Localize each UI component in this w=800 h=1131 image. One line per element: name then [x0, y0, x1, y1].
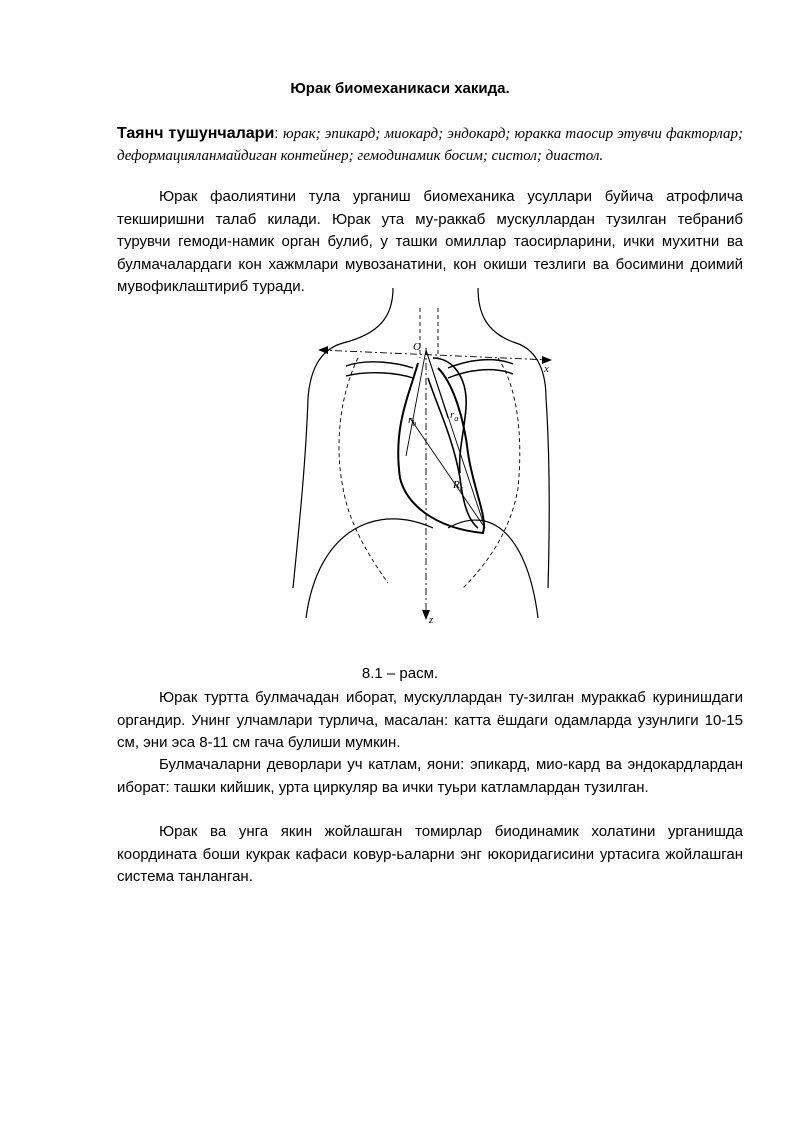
figure-caption: 8.1 – расм. — [361, 665, 439, 682]
diaphragm-right — [448, 520, 538, 618]
rc-letter: R — [453, 479, 460, 491]
heart-coordinate-figure — [288, 288, 553, 668]
rb-subscript: b — [412, 419, 417, 428]
key-concepts — [117, 123, 743, 167]
z-axis-label: z — [429, 614, 434, 626]
ra-subscript: a — [454, 414, 459, 423]
torso-right-outline — [546, 398, 549, 588]
left-clavicle-lower — [346, 373, 413, 378]
key-concepts-label: Таянч тушунчалари — [117, 125, 275, 142]
neck-right-outline — [478, 288, 546, 398]
neck-left-outline — [308, 288, 393, 398]
rb-letter: r — [408, 414, 413, 426]
ra-letter: r — [450, 409, 455, 421]
document-title: Юрак биомеханикаси хакида. — [290, 80, 510, 97]
paragraph-intro: Юрак фаолиятини тула урганиш биомеханика усуллари буйича атрофлича текширишни талаб килади. Юрак ута му-раккаб мускуллардан тузилган тебраниб турувчи гемоди-намик орган булиб, у ташки омиллар таосирларини, ички мухитни ва булмачалардаги кон хажмлари мувозанатини, кон окиши тезлиги ва босимини доимий мувофиклаштириб туради. — [117, 188, 743, 295]
paragraph-heart-structure: Юрак туртта булмачадан иборат, мускуллардан ту-зилган мураккаб куринишдаги оргaндир. Унинг улчамлари турлича, масалан: катта ёшдаги одамларда узунлиги 10-15 см, эни эса 8-11 см гача булиши мумкин. — [117, 689, 743, 751]
ra-label — [450, 409, 458, 423]
trachea-outline — [420, 308, 438, 358]
radius-rb — [406, 350, 426, 456]
rc-subscript: c — [459, 484, 464, 493]
left-clavicle — [346, 362, 413, 368]
key-concepts-colon: : — [274, 125, 283, 142]
torso-left-outline — [293, 398, 308, 588]
heart-inner-contour — [428, 378, 478, 528]
construction-line — [410, 418, 485, 528]
key-concepts-terms: юрак; эпикард; миокард; эндокард; юракка таосир этувчи факторлар; деформацияланмайдиган контейнер; гемодинамик босим; систол; диастол. — [117, 126, 743, 164]
left-lung-outline — [339, 358, 388, 583]
rb-label — [408, 414, 416, 428]
diaphragm-left — [306, 519, 433, 618]
rc-label — [452, 479, 464, 493]
paragraph-wall-layers: Булмачаларни деворлари уч катлам, яони: эпикард, мио-кард ва эндокардлардан иборат: ташки кийшик, урта циркуляр ва ички туьри катламлардан тузилган. — [117, 756, 743, 796]
x-axis-label: x — [544, 363, 549, 375]
neg-x-axis-arrowhead — [318, 346, 328, 354]
paragraph-coordinate-system: Юрак ва унга якин жойлашган томирлар биодинамик холатини урганишда координата боши кукрак кафаси ковур-ьаларни энг юкоридагисини уртасига жойлашган система танланган. — [117, 823, 743, 885]
origin-label: O — [413, 341, 421, 353]
